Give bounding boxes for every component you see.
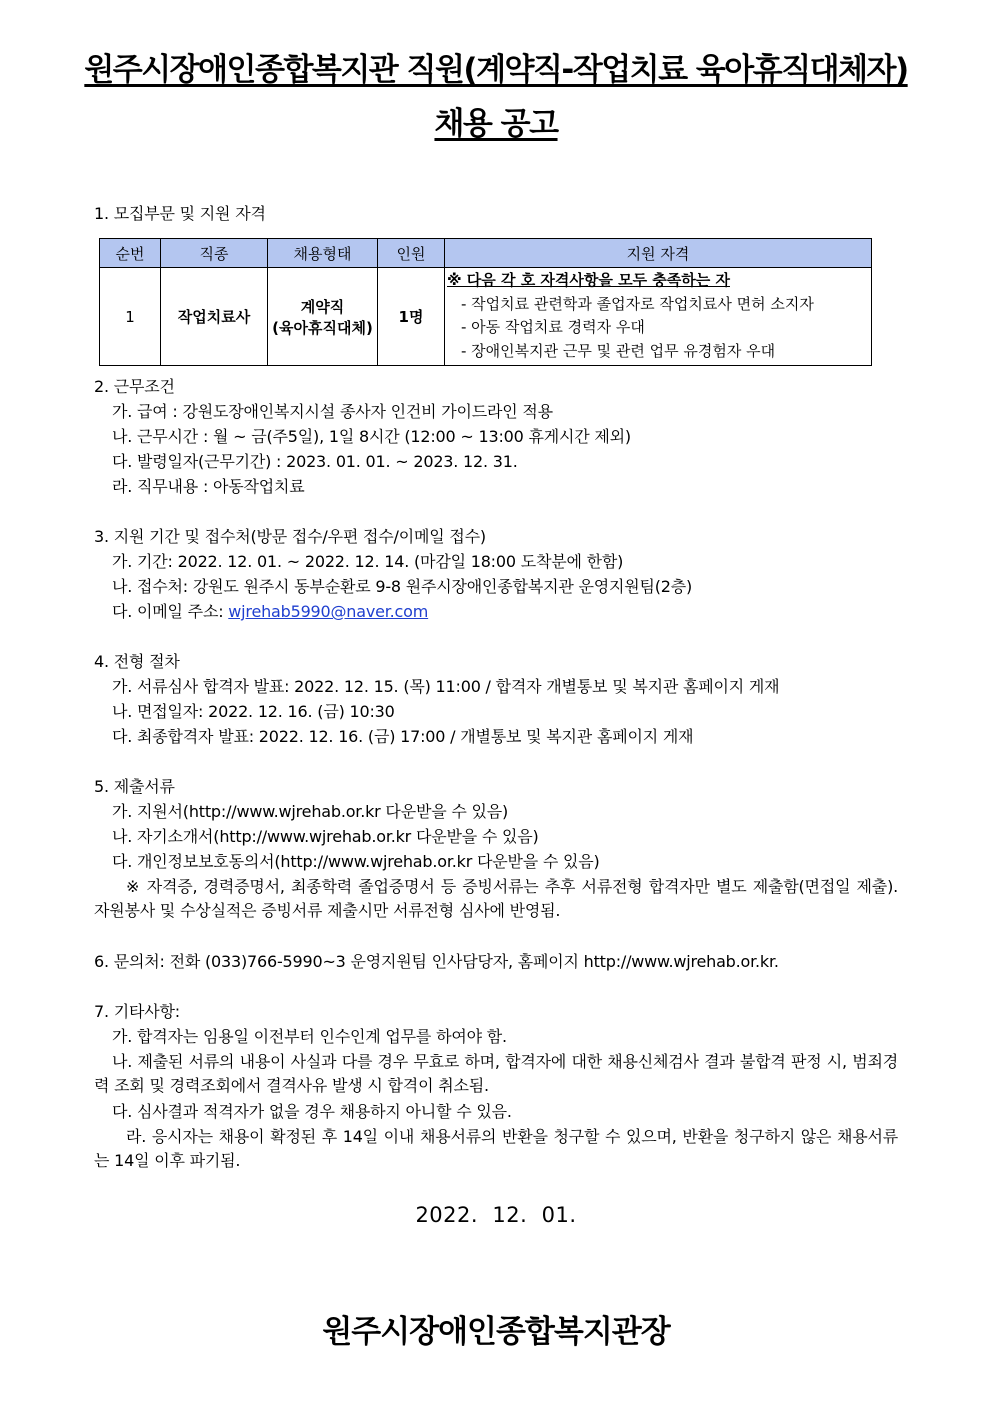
section-3-item: 나. 접수처: 강원도 원주시 동부순환로 9-8 원주시장애인종합복지관 운영지원팀(2층) (112, 577, 693, 596)
section-3-heading: 3. 지원 기간 및 접수처(방문 접수/우편 접수/이메일 접수) (94, 527, 486, 546)
section-7-item: 가. 합격자는 임용일 이전부터 인수인계 업무를 하여야 함. (112, 1027, 507, 1046)
document-subtitle: 채용 공고 (434, 106, 558, 142)
section-4-item: 가. 서류심사 합격자 발표: 2022. 12. 15. (목) 11:00 / 합격자 개별통보 및 복지관 홈페이지 게재 (112, 677, 780, 696)
cell-no: 1 (100, 268, 161, 366)
section-4-item: 나. 면접일자: 2022. 12. 16. (금) 10:30 (112, 702, 395, 721)
recruitment-table (99, 238, 872, 366)
section-3-email-line (94, 600, 916, 624)
table-row (100, 268, 872, 366)
section-6-contact: 6. 문의처: 전화 (033)766-5990~3 운영지원팀 인사담당자, 홈페이지 http://www.wjrehab.or.kr. (94, 952, 779, 971)
section-3-item: 가. 기간: 2022. 12. 01. ~ 2022. 12. 14. (마감일 18:00 도착분에 한함) (112, 552, 624, 571)
cell-count: 1명 (378, 268, 445, 366)
qualification-item: - 작업치료 관련학과 졸업자로 작업치료사 면허 소지자 (461, 294, 814, 313)
section-2-heading: 2. 근무조건 (94, 377, 175, 396)
qualification-item: - 아동 작업치료 경력자 우대 (461, 318, 645, 336)
signature-organization: 원주시장애인종합복지관장 (322, 1314, 670, 1350)
section-7-item: 다. 심사결과 적격자가 없을 경우 채용하지 아니할 수 있음. (112, 1102, 512, 1121)
section-5-heading: 5. 제출서류 (94, 777, 175, 796)
cell-type-line1: 계약직 (300, 297, 345, 316)
section-2-item: 다. 발령일자(근무기간) : 2023. 01. 01. ~ 2023. 12. 31. (112, 452, 518, 471)
cell-type (268, 268, 378, 366)
email-label: 다. 이메일 주소: (112, 602, 229, 621)
section-4-heading: 4. 전형 절차 (94, 652, 180, 671)
qualification-item: - 장애인복지관 근무 및 관련 업무 유경험자 우대 (461, 341, 776, 360)
section-5-item: 다. 개인정보보호동의서(http://www.wjrehab.or.kr 다운받을 수 있음) (112, 852, 600, 871)
section-7-item: 나. 제출된 서류의 내용이 사실과 다를 경우 무효로 하며, 합격자에 대한 채용신체검사 결과 불합격 판정 시, 범죄경력 조회 및 경력조회에서 결격사유 발생 시 합격이 취소됨. (94, 1052, 898, 1095)
section-5-item: 가. 지원서(http://www.wjrehab.or.kr 다운받을 수 있음) (112, 802, 509, 821)
announcement-date: 2022. 12. 01. (415, 1203, 577, 1227)
cell-qualification (445, 268, 872, 366)
section-7-item: 라. 응시자는 채용이 확정된 후 14일 이내 채용서류의 반환을 청구할 수 있으며, 반환을 청구하지 않은 채용서류는 14일 이후 파기됨. (94, 1127, 898, 1170)
email-link[interactable]: wjrehab5990@naver.com (228, 602, 429, 621)
section-7-heading: 7. 기타사항: (94, 1002, 180, 1021)
qualification-heading: ※ 다음 각 호 자격사항을 모두 충족하는 자 (447, 271, 730, 289)
section-2-item: 라. 직무내용 : 아동작업치료 (112, 477, 305, 496)
section-1-heading: 1. 모집부문 및 지원 자격 (94, 204, 266, 223)
col-header-no: 순번 (100, 239, 161, 268)
col-header-qualification: 지원 자격 (445, 239, 872, 268)
section-2-item: 가. 급여 : 강원도장애인복지시설 종사자 인건비 가이드라인 적용 (112, 402, 553, 421)
col-header-count: 인원 (378, 239, 445, 268)
document-title: 원주시장애인종합복지관 직원(계약직-작업치료 육아휴직대체자) (84, 52, 908, 88)
cell-job: 작업치료사 (161, 268, 268, 366)
table-header-row (100, 239, 872, 268)
col-header-type: 채용형태 (268, 239, 378, 268)
col-header-job: 직종 (161, 239, 268, 268)
cell-type-line2: (육아휴직대체) (272, 318, 373, 337)
section-5-item: 나. 자기소개서(http://www.wjrehab.or.kr 다운받을 수 있음) (112, 827, 539, 846)
section-4-item: 다. 최종합격자 발표: 2022. 12. 16. (금) 17:00 / 개별통보 및 복지관 홈페이지 게재 (112, 727, 694, 746)
section-5-note: ※ 자격증, 경력증명서, 최종학력 졸업증명서 등 증빙서류는 추후 서류전형 합격자만 별도 제출함(면접일 제출). 자원봉사 및 수상실적은 증빙서류 제출시만 서류전형 심사에 반영됨. (94, 877, 898, 920)
section-2-item: 나. 근무시간 : 월 ~ 금(주5일), 1일 8시간 (12:00 ~ 13:00 휴게시간 제외) (112, 427, 631, 446)
